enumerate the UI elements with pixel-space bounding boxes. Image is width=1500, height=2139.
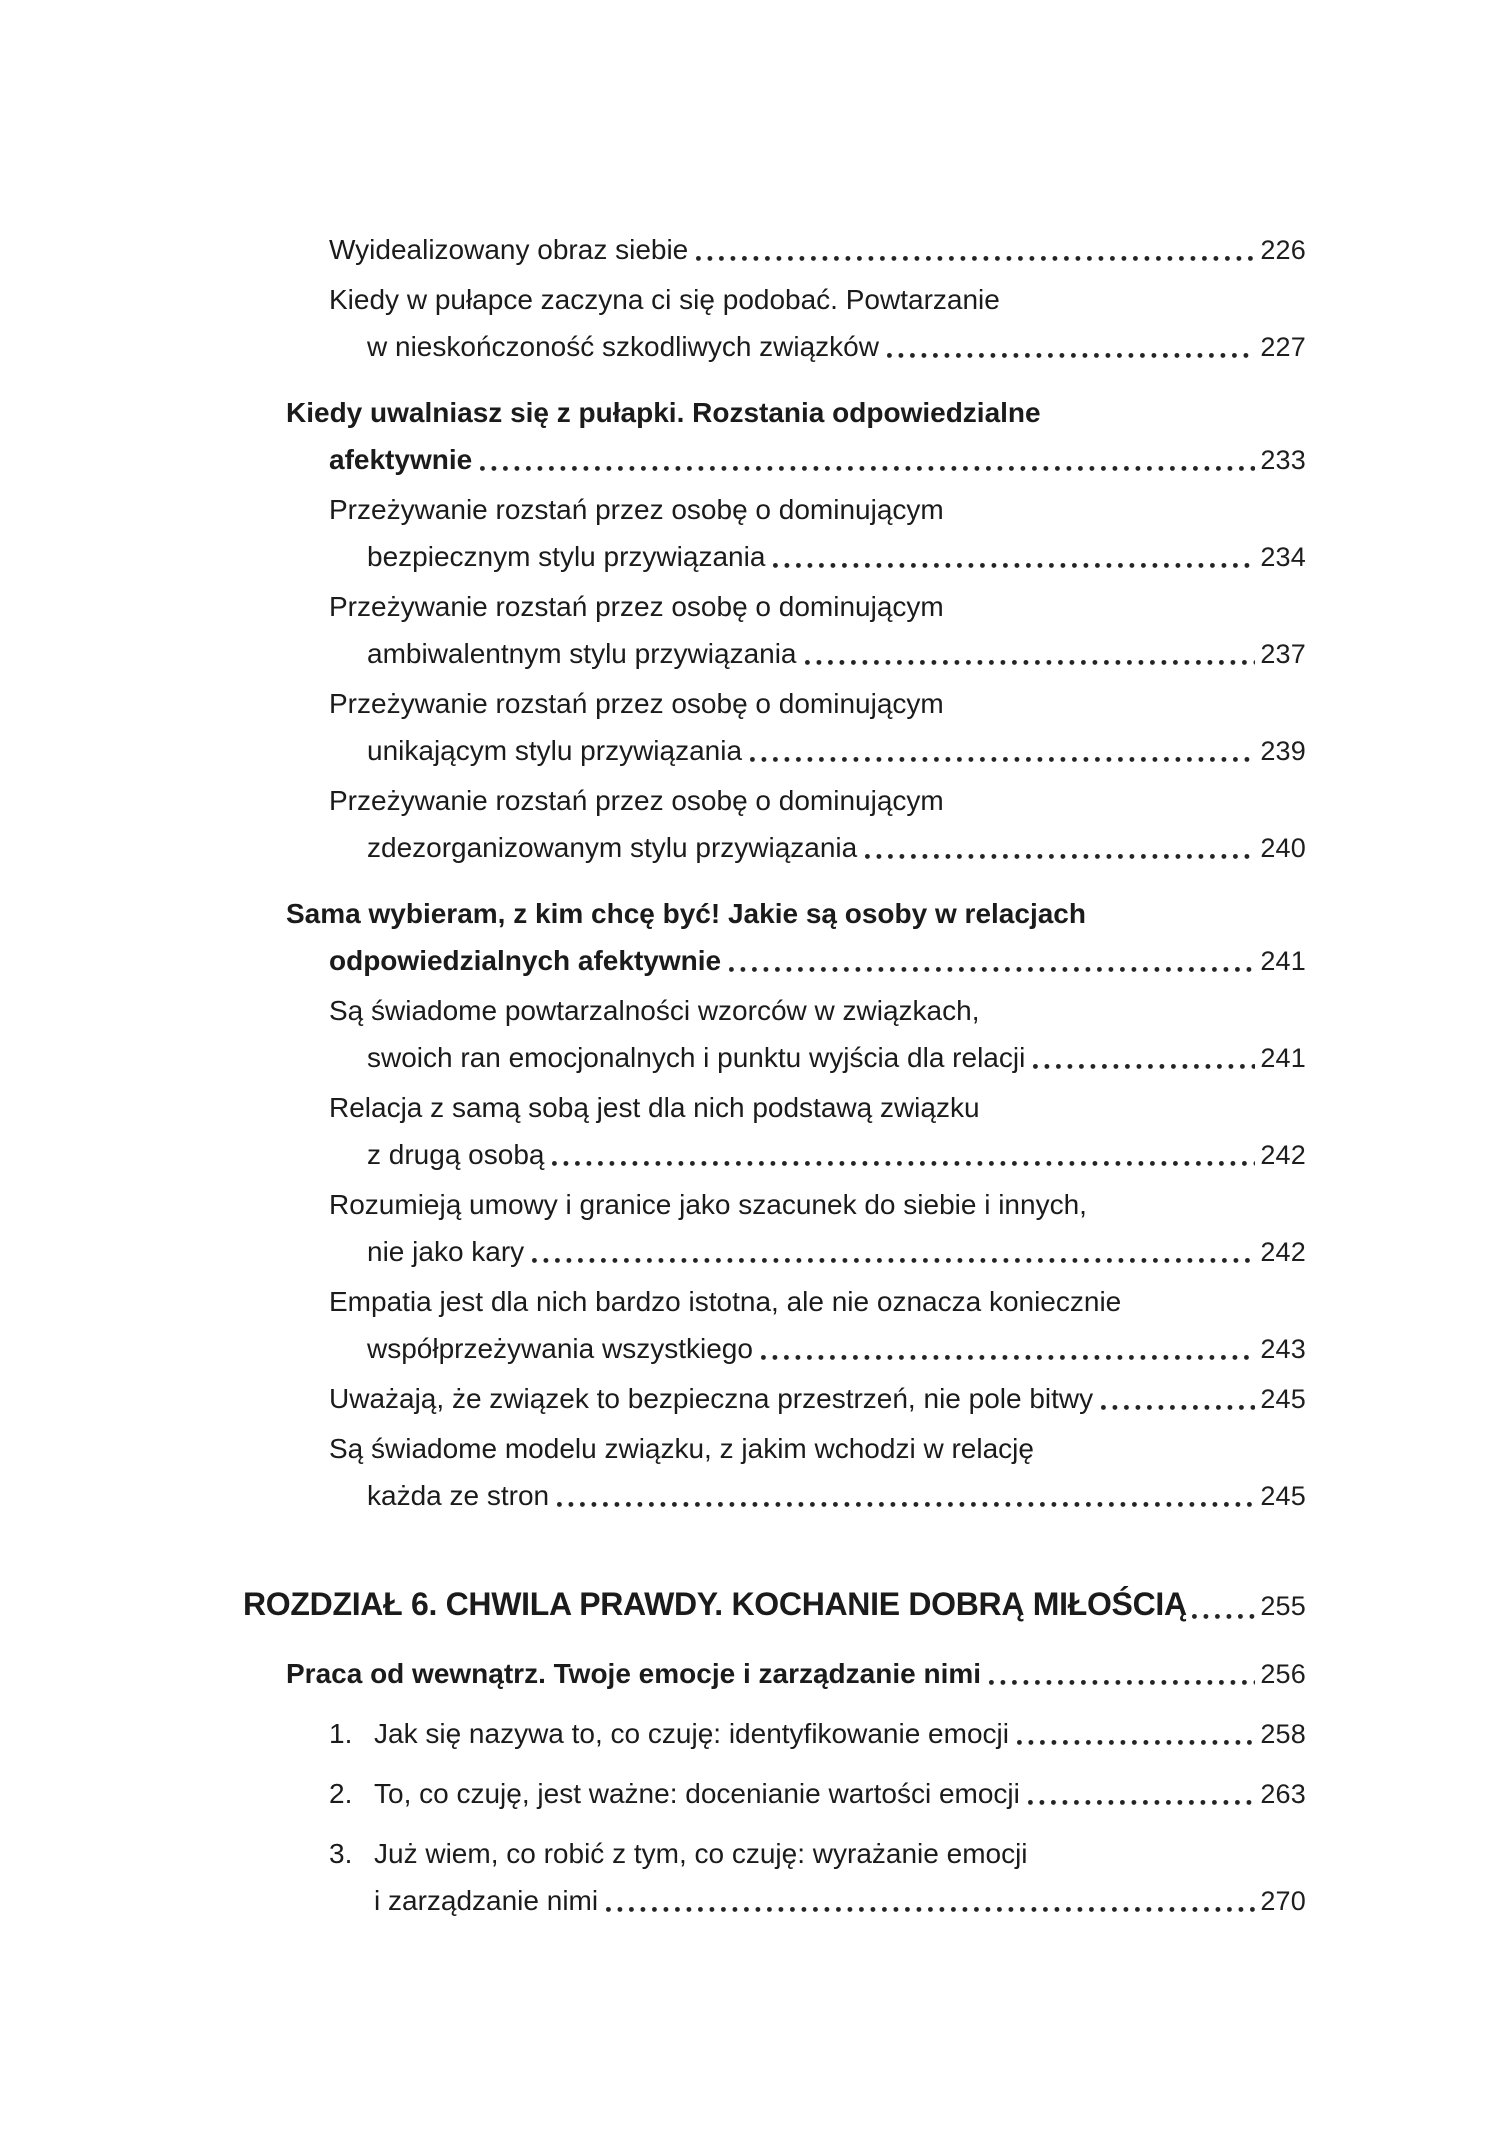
entry-text: w nieskończoność szkodliwych związków [367,331,879,362]
toc-entry [243,777,1306,872]
page-number: 242 [1260,1140,1306,1170]
entry-text: Już wiem, co robić z tym, co czuję: wyrażanie emocji [374,1838,1028,1869]
toc-line [243,937,1306,985]
entry-text: Jak się nazywa to, co czuję: identyfikowanie emocji [374,1718,1009,1749]
table-of-contents [243,226,1306,1925]
toc-line [243,680,1306,727]
toc-entry [243,680,1306,775]
entry-text: Wyidealizowany obraz siebie [329,234,689,265]
toc-entry [243,226,1306,274]
toc-line [243,727,1306,775]
page-number: 234 [1260,542,1306,572]
toc-line [243,1576,1306,1634]
entry-text: Są świadome powtarzalności wzorców w związkach, [329,995,980,1026]
dot-leader [988,1650,1255,1698]
entry-text: nie jako kary [367,1236,525,1267]
toc-line [243,323,1306,371]
item-number: 2. [329,1778,353,1809]
entry-text: Przeżywanie rozstań przez osobę o dominującym [329,785,944,816]
toc-entry [243,1181,1306,1276]
chapter-title-text: ROZDZIAŁ 6. CHWILA PRAWDY. KOCHANIE DOBRĄ MIŁOŚCIĄ [243,1586,1187,1622]
toc-numbered-item [243,1830,1306,1925]
page-number: 237 [1260,639,1306,669]
entry-text: Przeżywanie rozstań przez osobę o dominującym [329,688,944,719]
toc-line [243,583,1306,630]
toc-line [243,1325,1306,1373]
toc-line [243,226,1306,274]
entry-text: odpowiedzialnych afektywnie [329,945,722,976]
dot-leader [605,1877,1255,1925]
entry-text: afektywnie [329,444,473,475]
toc-line [243,436,1306,484]
dot-leader [1100,1375,1255,1423]
page-number: 258 [1260,1719,1306,1749]
toc-line [243,1181,1306,1228]
toc-line [243,824,1306,872]
page-number: 233 [1260,445,1306,475]
toc-line [243,1034,1306,1082]
item-number: 1. [329,1718,353,1749]
toc-entry [243,1425,1306,1520]
entry-text: Sama wybieram, z kim chcę być! Jakie są osoby w relacjach [286,898,1086,929]
toc-line [243,1084,1306,1131]
entry-text: Są świadome modelu związku, z jakim wchodzi w relację [329,1433,1034,1464]
entry-text: zdezorganizowanym stylu przywiązania [367,832,858,863]
toc-line [243,389,1306,436]
page-number: 241 [1260,1043,1306,1073]
toc-entry [243,486,1306,581]
toc-subsection-heading [243,1650,1306,1698]
page-number: 270 [1260,1886,1306,1916]
toc-line [243,890,1306,937]
toc-line [243,1710,1306,1758]
dot-leader [749,727,1255,775]
entry-text: swoich ran emocjonalnych i punktu wyjścia dla relacji [367,1042,1026,1073]
toc-numbered-item [243,1710,1306,1758]
page-number: 255 [1260,1591,1306,1621]
toc-section-heading [243,389,1306,484]
dot-leader [1016,1710,1255,1758]
entry-text: unikającym stylu przywiązania [367,735,743,766]
item-number: 3. [329,1838,353,1869]
toc-entry [243,1375,1306,1423]
dot-leader [551,1131,1255,1179]
toc-entry [243,987,1306,1082]
toc-line [243,1425,1306,1472]
entry-text: Kiedy uwalniasz się z pułapki. Rozstania odpowiedzialne [286,397,1041,428]
dot-leader [1027,1770,1255,1818]
dot-leader [804,630,1256,678]
toc-section-heading [243,890,1306,985]
toc-line [243,987,1306,1034]
page-number: 239 [1260,736,1306,766]
toc-line [243,1830,1306,1877]
toc-line [243,777,1306,824]
page-number: 241 [1260,946,1306,976]
toc-chapter-heading [243,1576,1306,1634]
toc-line [243,630,1306,678]
entry-text: z drugą osobą [367,1139,545,1170]
entry-text: Praca od wewnątrz. Twoje emocje i zarządzanie nimi [286,1658,982,1689]
entry-text: ambiwalentnym stylu przywiązania [367,638,797,669]
entry-text: Przeżywanie rozstań przez osobę o dominującym [329,494,944,525]
dot-leader [531,1228,1255,1276]
entry-text: Empatia jest dla nich bardzo istotna, ale nie oznacza koniecznie [329,1286,1122,1317]
dot-leader [728,937,1255,985]
dot-leader [760,1325,1255,1373]
entry-text: To, co czuję, jest ważne: docenianie wartości emocji [374,1778,1020,1809]
page-number: 226 [1260,235,1306,265]
toc-entry [243,1278,1306,1373]
toc-entry [243,276,1306,371]
toc-line [243,1650,1306,1698]
dot-leader [886,323,1255,371]
page-number: 245 [1260,1481,1306,1511]
dot-leader [556,1472,1255,1520]
dot-leader [1191,1576,1256,1634]
toc-line [243,1278,1306,1325]
entry-text: współprzeżywania wszystkiego [367,1333,753,1364]
entry-text: Kiedy w pułapce zaczyna ci się podobać. Powtarzanie [329,284,1000,315]
toc-line [243,276,1306,323]
toc-line [243,1375,1306,1423]
page-number: 242 [1260,1237,1306,1267]
toc-line [243,1131,1306,1179]
toc-line [243,533,1306,581]
page-number: 243 [1260,1334,1306,1364]
page-number: 256 [1260,1659,1306,1689]
dot-leader [695,226,1255,274]
page-number: 245 [1260,1384,1306,1414]
entry-text: Przeżywanie rozstań przez osobę o dominującym [329,591,944,622]
toc-line [243,1472,1306,1520]
page-number: 240 [1260,833,1306,863]
toc-line [243,1228,1306,1276]
entry-text: bezpiecznym stylu przywiązania [367,541,766,572]
dot-leader [479,436,1255,484]
entry-text: Uważają, że związek to bezpieczna przestrzeń, nie pole bitwy [329,1383,1094,1414]
toc-line [243,486,1306,533]
entry-text: i zarządzanie nimi [374,1885,599,1916]
toc-line [243,1877,1306,1925]
entry-text: każda ze stron [367,1480,550,1511]
toc-numbered-item [243,1770,1306,1818]
entry-text: Rozumieją umowy i granice jako szacunek do siebie i innych, [329,1189,1087,1220]
entry-text: Relacja z samą sobą jest dla nich podstawą związku [329,1092,980,1123]
toc-entry [243,583,1306,678]
dot-leader [1032,1034,1255,1082]
page-number: 227 [1260,332,1306,362]
dot-leader [772,533,1255,581]
toc-line [243,1770,1306,1818]
page-number: 263 [1260,1779,1306,1809]
toc-entry [243,1084,1306,1179]
dot-leader [864,824,1255,872]
